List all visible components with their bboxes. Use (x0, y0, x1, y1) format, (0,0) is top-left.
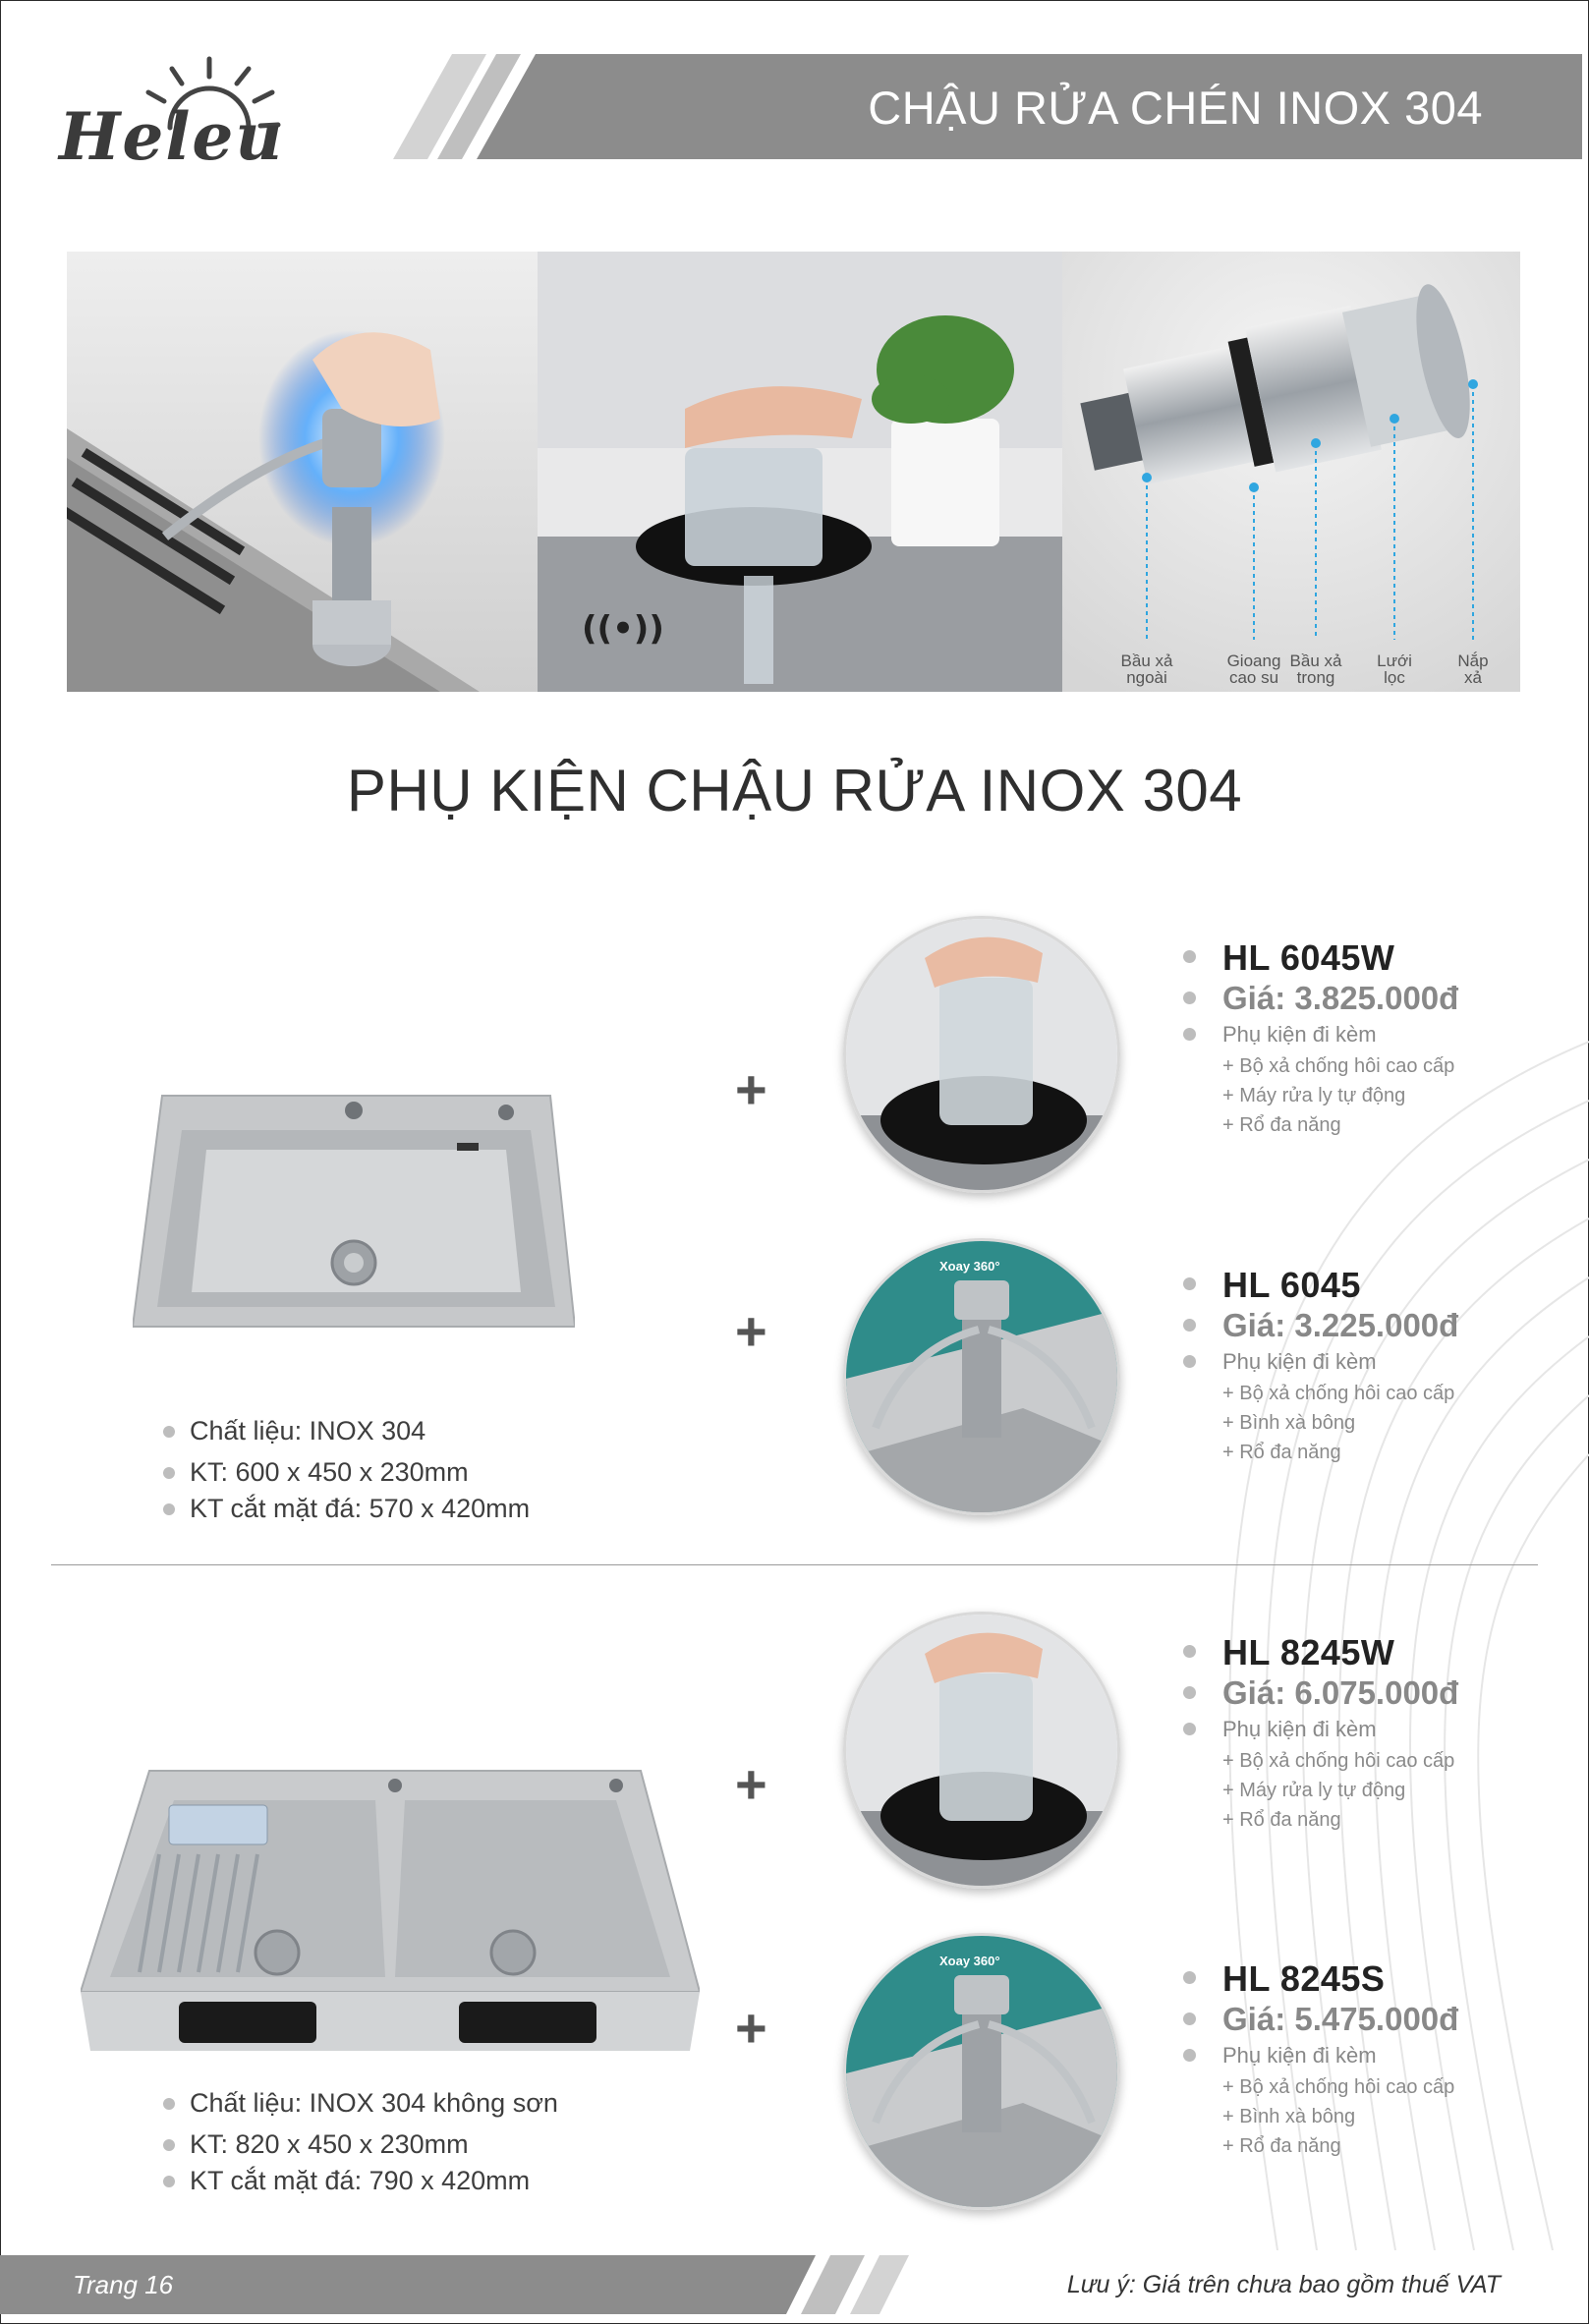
drain-label-outer: Bầu xả ngoài (1120, 652, 1173, 687)
product-hl6045 (1183, 1265, 1458, 1467)
product-hl8245s (1183, 1958, 1458, 2161)
drain-label-cap: Nắp xả (1457, 652, 1489, 687)
accessory-item: + Rổ đa năng (1222, 1442, 1341, 1463)
accessory-item: + Bộ xả chống hôi cao cấp (1222, 2076, 1455, 2098)
section-title: PHỤ KIỆN CHẬU RỬA INOX 304 (346, 758, 1243, 823)
accessory-item: + Bộ xả chống hôi cao cấp (1222, 1055, 1455, 1077)
rotate-360-badge: Xoay 360° (939, 1259, 1000, 1274)
glass-rinser-photo (538, 252, 1062, 692)
product-hl8245w (1183, 1632, 1458, 1835)
accessory-item: + Máy rửa ly tự động (1222, 1085, 1406, 1106)
accessories-label: Phụ kiện đi kèm (1183, 1345, 1458, 1379)
plus-icon: + (735, 1300, 767, 1362)
product-code: HL 8245S (1183, 1958, 1458, 2000)
sink2-specs (163, 2085, 558, 2199)
accessory-item: + Bình xà bông (1222, 1412, 1356, 1434)
product-price: Giá: 3.825.000đ (1183, 979, 1458, 1018)
product-hl6045w (1183, 937, 1458, 1140)
accessory-glass-rinser-image (843, 916, 1120, 1193)
accessories-label: Phụ kiện đi kèm (1183, 2039, 1458, 2072)
accessory-soap-dispenser-image (843, 1238, 1120, 1515)
vat-note: Lưu ý: Giá trên chưa bao gồm thuế VAT (1066, 2271, 1501, 2298)
sink1-specs (163, 1413, 530, 1527)
accessory-soap-dispenser-image (843, 1933, 1120, 2210)
soap-dispenser-photo (67, 252, 538, 692)
accessory-item: + Bình xà bông (1222, 2106, 1356, 2127)
accessory-item: + Máy rửa ly tự động (1222, 1780, 1406, 1801)
section-divider (51, 1564, 1538, 1565)
drain-label-gasket: Gioang cao su (1226, 652, 1281, 687)
spec-size: KT: 600 x 450 x 230mm (163, 1454, 530, 1491)
spec-cutout: KT cắt mặt đá: 790 x 420mm (163, 2163, 558, 2199)
drain-label-strainer: Lưới lọc (1377, 652, 1412, 687)
spec-material: Chất liệu: INOX 304 (163, 1413, 530, 1449)
product-price: Giá: 5.475.000đ (1183, 2000, 1458, 2039)
product-code: HL 6045 (1183, 1265, 1458, 1306)
single-bowl-sink-image (133, 1091, 575, 1336)
plus-icon: + (735, 1997, 767, 2059)
accessories-label: Phụ kiện đi kèm (1183, 1713, 1458, 1746)
sensor-icon: ((•)) (582, 609, 664, 649)
product-code: HL 6045W (1183, 937, 1458, 979)
product-price: Giá: 6.075.000đ (1183, 1673, 1458, 1713)
accessories-label: Phụ kiện đi kèm (1183, 1018, 1458, 1051)
brand-logo (54, 29, 290, 177)
logo-wordmark: Heleu (59, 98, 285, 175)
accessory-item: + Bộ xả chống hôi cao cấp (1222, 1383, 1455, 1404)
rotate-360-badge: Xoay 360° (939, 1954, 1000, 1968)
page-number: Trang 16 (73, 2270, 174, 2299)
spec-cutout: KT cắt mặt đá: 570 x 420mm (163, 1491, 530, 1527)
double-bowl-sink-image (81, 1766, 700, 2056)
page-title: CHẬU RỬA CHÉN INOX 304 (868, 82, 1483, 134)
drain-assembly-photo (1062, 252, 1520, 692)
accessory-glass-rinser-image (843, 1612, 1120, 1889)
spec-size: KT: 820 x 450 x 230mm (163, 2126, 558, 2163)
accessory-item: + Rổ đa năng (1222, 1114, 1341, 1136)
accessory-item: + Bộ xả chống hôi cao cấp (1222, 1750, 1455, 1772)
drain-label-inner: Bầu xả trong (1289, 652, 1342, 687)
product-code: HL 8245W (1183, 1632, 1458, 1673)
plus-icon: + (735, 1753, 767, 1815)
plus-icon: + (735, 1058, 767, 1120)
accessory-item: + Rổ đa năng (1222, 1809, 1341, 1831)
spec-material: Chất liệu: INOX 304 không sơn (163, 2085, 558, 2122)
accessory-item: + Rổ đa năng (1222, 2135, 1341, 2157)
product-price: Giá: 3.225.000đ (1183, 1306, 1458, 1345)
